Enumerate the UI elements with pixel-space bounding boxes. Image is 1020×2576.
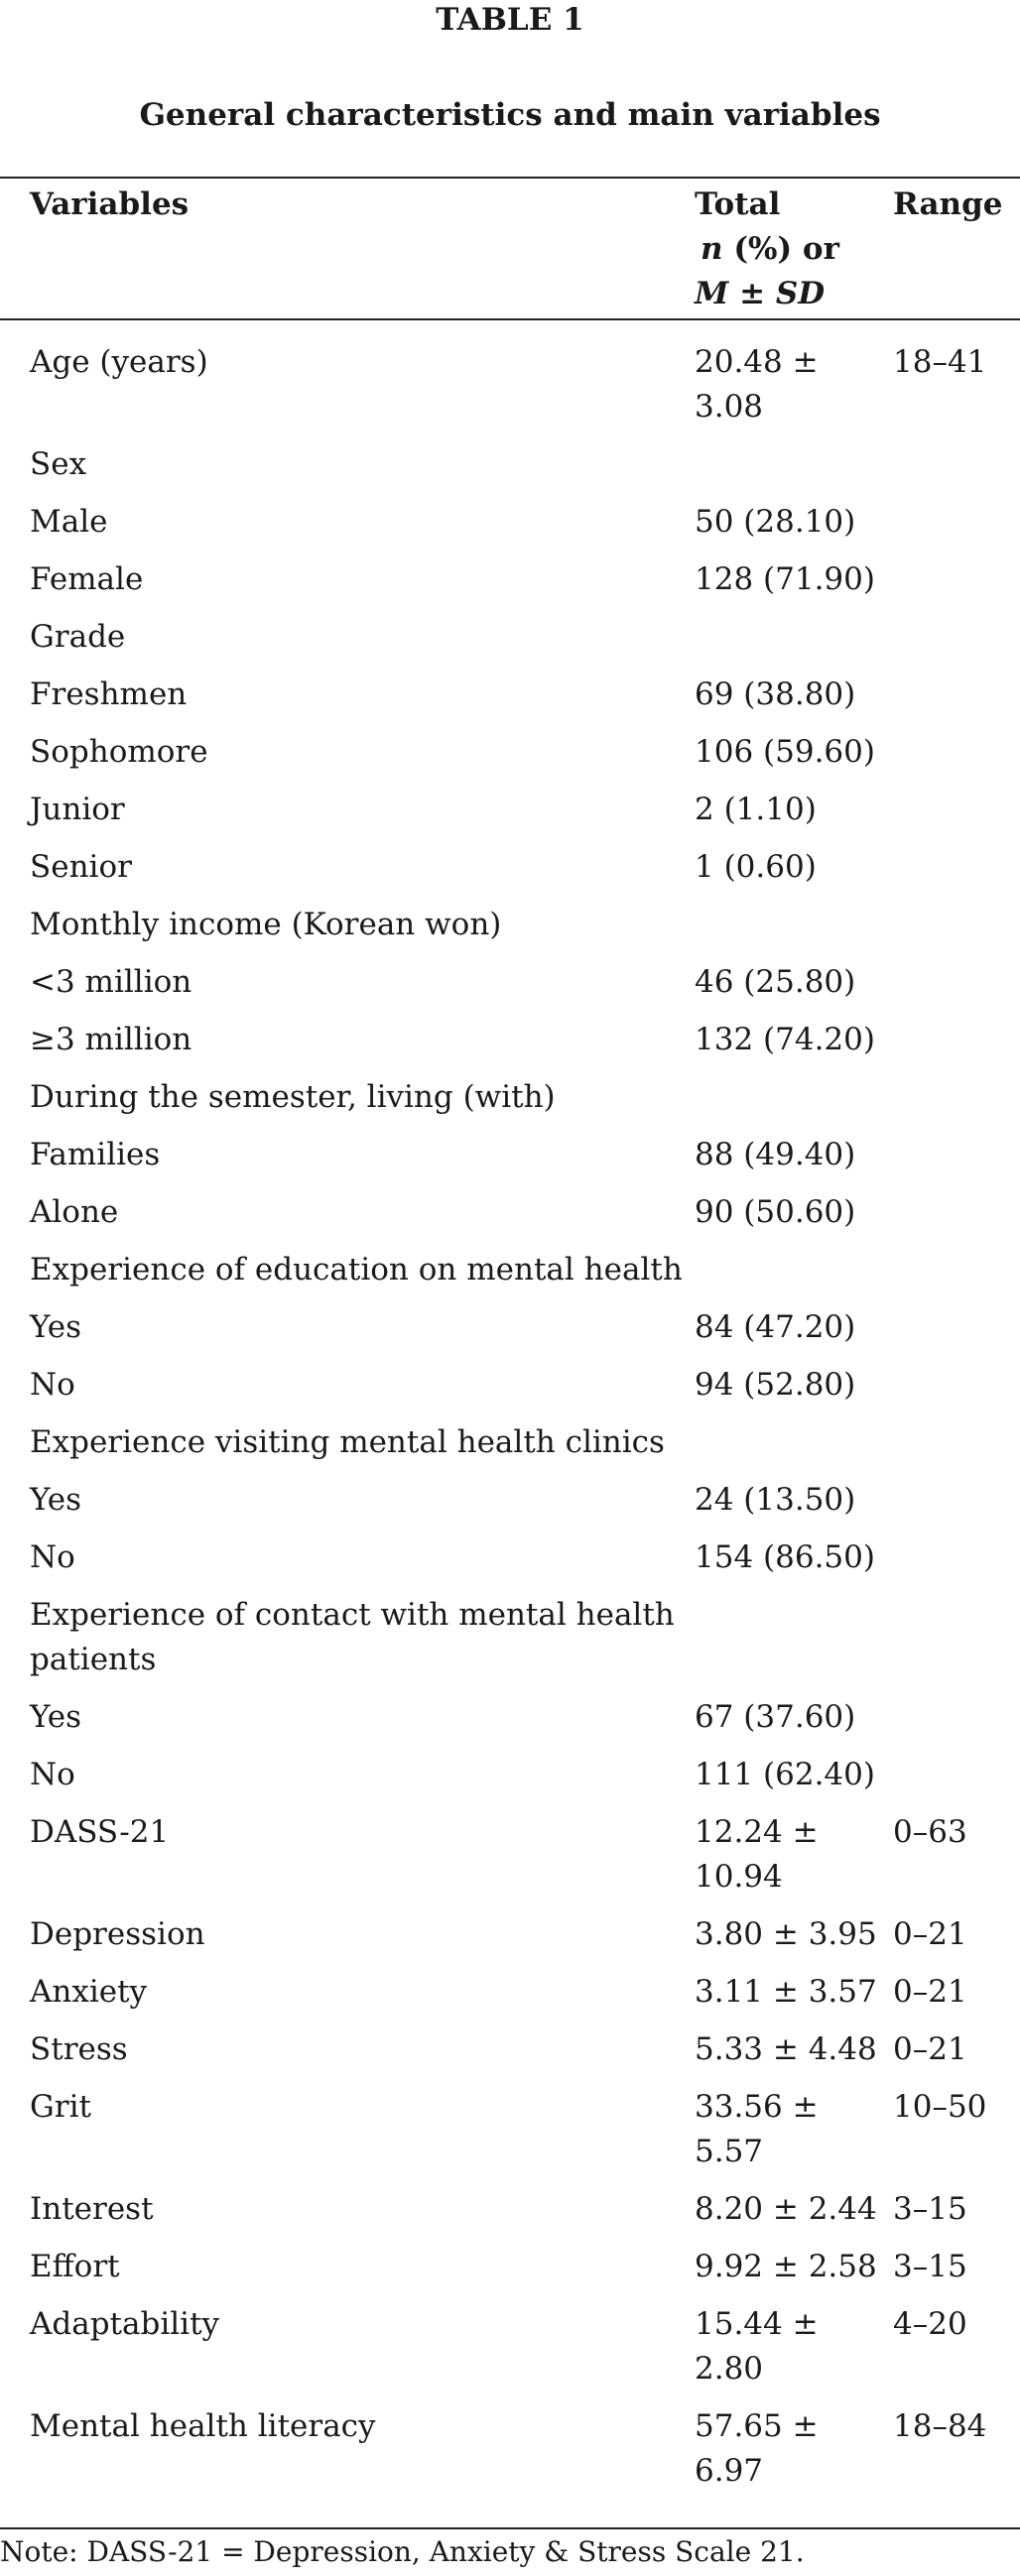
cell-variable: Experience visiting mental health clinics — [30, 1424, 665, 1460]
table-row — [0, 1298, 1020, 1356]
cell-variable: No — [30, 1757, 75, 1792]
cell-total: 9.92 ± 2.58 — [695, 2249, 877, 2284]
cell-range: 0–21 — [893, 2031, 967, 2067]
table-row — [0, 1746, 1020, 1803]
cell-range — [893, 1068, 1020, 1126]
cell-variable: Grit — [30, 2089, 91, 2125]
cell-total — [695, 1586, 893, 1688]
header-total-sd: SD — [775, 276, 826, 311]
cell-variable: Grade — [30, 619, 126, 655]
cell-total: 24 (13.50) — [695, 1482, 856, 1518]
cell-variable: Freshmen — [30, 676, 188, 712]
cell-variable: Age (years) — [30, 344, 208, 380]
table-row — [0, 435, 1020, 493]
cell-range — [893, 723, 1020, 781]
cell-range: 0–21 — [893, 1916, 967, 1952]
cell-total: 3.80 ± 3.95 — [695, 1916, 877, 1952]
bottom-rule — [0, 2527, 1020, 2529]
table-row — [0, 2021, 1020, 2078]
table-row — [0, 781, 1020, 838]
cell-range — [893, 1529, 1020, 1586]
cell-total — [695, 1413, 893, 1471]
cell-range — [893, 896, 1020, 953]
cell-total — [695, 435, 893, 493]
cell-range — [893, 781, 1020, 838]
cell-range — [893, 838, 1020, 896]
table-row — [0, 551, 1020, 608]
cell-variable: Families — [30, 1137, 161, 1172]
table-row — [0, 493, 1020, 551]
cell-variable: Monthly income (Korean won) — [30, 907, 502, 942]
table-row — [0, 2397, 1020, 2500]
cell-total: 2 (1.10) — [695, 792, 817, 827]
cell-total: 20.48 ± 3.08 — [695, 344, 819, 425]
header-total-n: n — [701, 231, 723, 267]
cell-range: 18–41 — [893, 344, 987, 380]
cell-total: 15.44 ± 2.80 — [695, 2306, 819, 2387]
table-row — [0, 1126, 1020, 1183]
cell-variable: Depression — [30, 1916, 205, 1952]
cell-range — [893, 953, 1020, 1011]
cell-range — [893, 1241, 1020, 1298]
table-row — [0, 723, 1020, 781]
table-row — [0, 1011, 1020, 1068]
header-range: Range — [893, 186, 1003, 222]
cell-total — [695, 1068, 893, 1126]
cell-range: 4–20 — [893, 2306, 967, 2342]
cell-total: 46 (25.80) — [695, 964, 856, 1000]
table-body — [0, 318, 1020, 2500]
cell-variable: Sophomore — [30, 734, 208, 770]
characteristics-table — [0, 179, 1020, 2500]
table-row — [0, 2078, 1020, 2180]
cell-total: 8.20 ± 2.44 — [695, 2191, 877, 2227]
cell-variable: Male — [30, 504, 108, 540]
cell-range: 18–84 — [893, 2408, 987, 2444]
table-row — [0, 838, 1020, 896]
cell-range — [893, 1011, 1020, 1068]
cell-total: 128 (71.90) — [695, 561, 875, 597]
table-row — [0, 1241, 1020, 1298]
table-row — [0, 608, 1020, 666]
cell-range: 10–50 — [893, 2089, 987, 2125]
table-row — [0, 1803, 1020, 1905]
cell-total: 84 (47.20) — [695, 1309, 856, 1345]
table-header-row — [0, 179, 1020, 318]
cell-total: 1 (0.60) — [695, 849, 817, 885]
cell-variable: No — [30, 1539, 75, 1575]
table-caption: General characteristics and main variables — [139, 97, 881, 133]
cell-total: 3.11 ± 3.57 — [695, 1974, 877, 2010]
cell-range: 3–15 — [893, 2249, 967, 2284]
table-row — [0, 2295, 1020, 2397]
cell-variable: Effort — [30, 2249, 120, 2284]
header-total-line3 — [695, 272, 893, 316]
cell-variable: Experience of education on mental health — [30, 1252, 683, 1288]
cell-variable: Yes — [30, 1482, 82, 1518]
cell-range — [893, 1471, 1020, 1529]
cell-total: 67 (37.60) — [695, 1699, 856, 1735]
cell-range — [893, 493, 1020, 551]
header-total-line1: Total — [695, 186, 781, 222]
cell-variable: Junior — [30, 792, 125, 827]
cell-variable: Anxiety — [30, 1974, 148, 2010]
table-row — [0, 1471, 1020, 1529]
header-total-pct-or: (%) or — [722, 231, 839, 267]
cell-total: 106 (59.60) — [695, 734, 875, 770]
cell-variable: Experience of contact with mental health patients — [30, 1597, 675, 1677]
table-row — [0, 2180, 1020, 2238]
cell-range — [893, 1746, 1020, 1803]
table-note: Note: DASS-21 = Depression, Anxiety & Stress Scale 21. — [0, 2535, 805, 2568]
cell-range — [893, 1183, 1020, 1241]
table-row — [0, 896, 1020, 953]
cell-variable: Senior — [30, 849, 132, 885]
cell-range — [893, 435, 1020, 493]
table-row — [0, 1586, 1020, 1688]
table-label: TABLE 1 — [436, 2, 584, 38]
table-row — [0, 318, 1020, 435]
table-row — [0, 953, 1020, 1011]
cell-variable: <3 million — [30, 964, 192, 1000]
table-row — [0, 1529, 1020, 1586]
header-total-line2 — [695, 227, 893, 272]
table-row — [0, 1183, 1020, 1241]
cell-range — [893, 1688, 1020, 1746]
cell-total: 90 (50.60) — [695, 1194, 856, 1230]
cell-range — [893, 1413, 1020, 1471]
cell-range — [893, 666, 1020, 723]
cell-variable: Stress — [30, 2031, 128, 2067]
cell-total: 57.65 ± 6.97 — [695, 2408, 819, 2489]
cell-total: 5.33 ± 4.48 — [695, 2031, 877, 2067]
cell-range: 3–15 — [893, 2191, 967, 2227]
cell-total: 69 (38.80) — [695, 676, 856, 712]
cell-range: 0–63 — [893, 1814, 967, 1850]
table-row — [0, 2238, 1020, 2295]
cell-variable: Alone — [30, 1194, 119, 1230]
cell-variable: Adaptability — [30, 2306, 220, 2342]
table-row — [0, 1905, 1020, 1963]
table-row — [0, 1356, 1020, 1413]
table-row — [0, 1068, 1020, 1126]
cell-variable: Interest — [30, 2191, 154, 2227]
cell-total: 50 (28.10) — [695, 504, 856, 540]
cell-total: 94 (52.80) — [695, 1367, 856, 1403]
cell-total: 111 (62.40) — [695, 1757, 875, 1792]
cell-variable: During the semester, living (with) — [30, 1079, 556, 1115]
cell-range: 0–21 — [893, 1974, 967, 2010]
cell-variable: Yes — [30, 1309, 82, 1345]
cell-total: 132 (74.20) — [695, 1022, 875, 1057]
cell-range — [893, 608, 1020, 666]
table-row — [0, 1963, 1020, 2021]
cell-range — [893, 1126, 1020, 1183]
cell-variable: Yes — [30, 1699, 82, 1735]
cell-variable: Female — [30, 561, 144, 597]
table-row — [0, 666, 1020, 723]
cell-total — [695, 896, 893, 953]
cell-total: 12.24 ± 10.94 — [695, 1814, 819, 1895]
cell-variable: ≥3 million — [30, 1022, 192, 1057]
cell-total — [695, 608, 893, 666]
table-row — [0, 1688, 1020, 1746]
cell-range — [893, 551, 1020, 608]
cell-range — [893, 1298, 1020, 1356]
cell-total: 154 (86.50) — [695, 1539, 875, 1575]
cell-range — [893, 1356, 1020, 1413]
header-total-pm: ± — [728, 276, 776, 311]
cell-total: 33.56 ± 5.57 — [695, 2089, 819, 2169]
cell-range — [893, 1586, 1020, 1688]
header-variables: Variables — [30, 186, 190, 222]
cell-variable: Sex — [30, 446, 87, 482]
cell-total — [695, 1241, 893, 1298]
cell-variable: Mental health literacy — [30, 2408, 376, 2444]
header-total-m: M — [695, 276, 729, 311]
cell-variable: No — [30, 1367, 75, 1403]
cell-variable: DASS-21 — [30, 1814, 170, 1850]
table-row — [0, 1413, 1020, 1471]
cell-total: 88 (49.40) — [695, 1137, 856, 1172]
header-total — [695, 179, 893, 318]
